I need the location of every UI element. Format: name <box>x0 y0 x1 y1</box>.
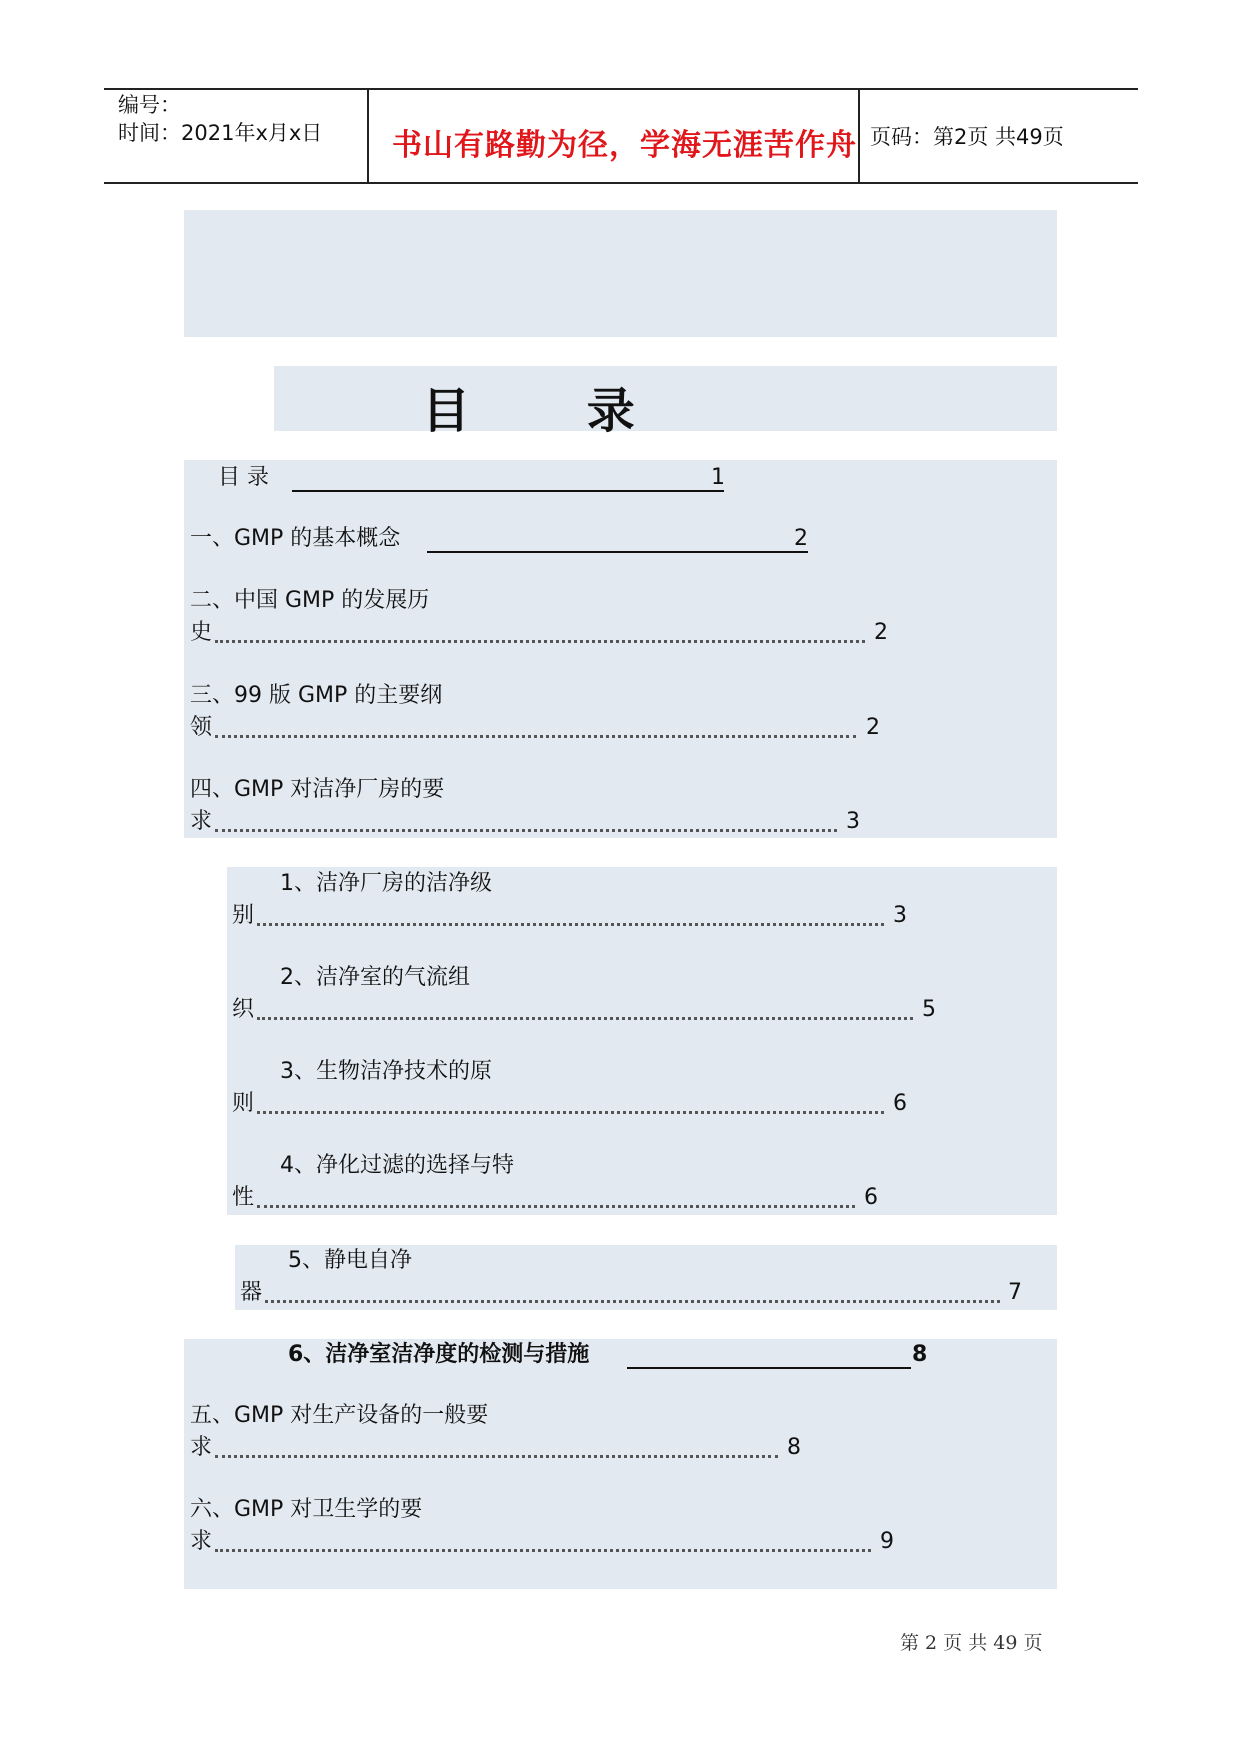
toc-page-number: 9 <box>880 1529 894 1554</box>
toc-entry-5-cont: 求 <box>190 1435 213 1460</box>
toc-page-number: 2 <box>874 620 888 645</box>
toc-entry-1[interactable]: 一、GMP 的基本概念 <box>190 526 401 551</box>
toc-subentry-5-cont: 器 <box>240 1280 263 1305</box>
toc-entry-contents: 目 录 <box>218 465 269 490</box>
toc-page-number: 6 <box>864 1185 878 1210</box>
toc-subentry-4-cont: 性 <box>232 1185 255 1210</box>
toc-entry-2-cont: 史 <box>190 620 213 645</box>
toc-entry-4-cont: 求 <box>190 809 213 834</box>
header-page-info: 页码：第2页 共49页 <box>870 125 1064 149</box>
toc-subentry-2-cont: 织 <box>232 997 255 1022</box>
header-top-rule <box>104 88 1138 90</box>
toc-leader-dots <box>257 1205 855 1208</box>
toc-leader-dots <box>265 1300 1000 1303</box>
toc-leader-dots <box>215 640 865 643</box>
toc-page-number: 5 <box>922 997 936 1022</box>
toc-subentry-3[interactable]: 3、生物洁净技术的原 <box>280 1059 492 1084</box>
toc-entry-6-cont: 求 <box>190 1529 213 1554</box>
toc-leader-dots <box>257 1111 884 1114</box>
toc-leader-dots <box>215 1549 871 1552</box>
toc-underline <box>292 490 724 492</box>
toc-entry-5[interactable]: 五、GMP 对生产设备的一般要 <box>190 1403 489 1428</box>
toc-leader-dots <box>215 735 856 738</box>
header-time-label: 时间：2021年x月x日 <box>118 121 323 145</box>
toc-page-number: 7 <box>1008 1280 1022 1305</box>
toc-page-number: 2 <box>866 715 880 740</box>
toc-underline <box>427 551 808 553</box>
toc-underline <box>627 1367 911 1369</box>
toc-page-number: 8 <box>912 1342 928 1367</box>
toc-subentry-5[interactable]: 5、静电自净 <box>288 1248 412 1273</box>
toc-leader-dots <box>215 1455 778 1458</box>
toc-entry-3[interactable]: 三、99 版 GMP 的主要纲 <box>190 683 443 708</box>
blank-shaded-block <box>184 210 1057 337</box>
toc-page-number: 6 <box>893 1091 907 1116</box>
toc-page-number: 8 <box>787 1435 801 1460</box>
toc-leader-dots <box>215 829 837 832</box>
page-footer: 第 2 页 共 49 页 <box>900 1632 1043 1654</box>
toc-page-number: 3 <box>846 809 860 834</box>
header-number-label: 编号： <box>118 93 181 117</box>
toc-subentry-3-cont: 则 <box>232 1091 255 1116</box>
header-motto: 书山有路勤为径，学海无涯苦作舟 <box>392 128 857 163</box>
toc-subentry-1[interactable]: 1、洁净厂房的洁净级 <box>280 871 492 896</box>
toc-leader-dots <box>257 923 884 926</box>
toc-page-number: 3 <box>893 903 907 928</box>
toc-leader-dots <box>257 1017 913 1020</box>
toc-page-number: 2 <box>794 526 808 551</box>
toc-title: 目 录 <box>422 383 685 439</box>
toc-entry-6[interactable]: 六、GMP 对卫生学的要 <box>190 1497 423 1522</box>
toc-subentry-6[interactable]: 6、洁净室洁净度的检测与措施 <box>288 1342 590 1367</box>
toc-subentry-1-cont: 别 <box>232 903 255 928</box>
toc-subentry-4[interactable]: 4、净化过滤的选择与特 <box>280 1153 514 1178</box>
toc-entry-2[interactable]: 二、中国 GMP 的发展历 <box>190 588 430 613</box>
toc-subentry-2[interactable]: 2、洁净室的气流组 <box>280 965 470 990</box>
toc-page-number: 1 <box>711 465 725 490</box>
header-bottom-rule <box>104 182 1138 184</box>
toc-entry-4[interactable]: 四、GMP 对洁净厂房的要 <box>190 777 445 802</box>
header-divider-left <box>367 88 369 184</box>
toc-entry-3-cont: 领 <box>190 715 213 740</box>
header-divider-right <box>858 88 860 184</box>
